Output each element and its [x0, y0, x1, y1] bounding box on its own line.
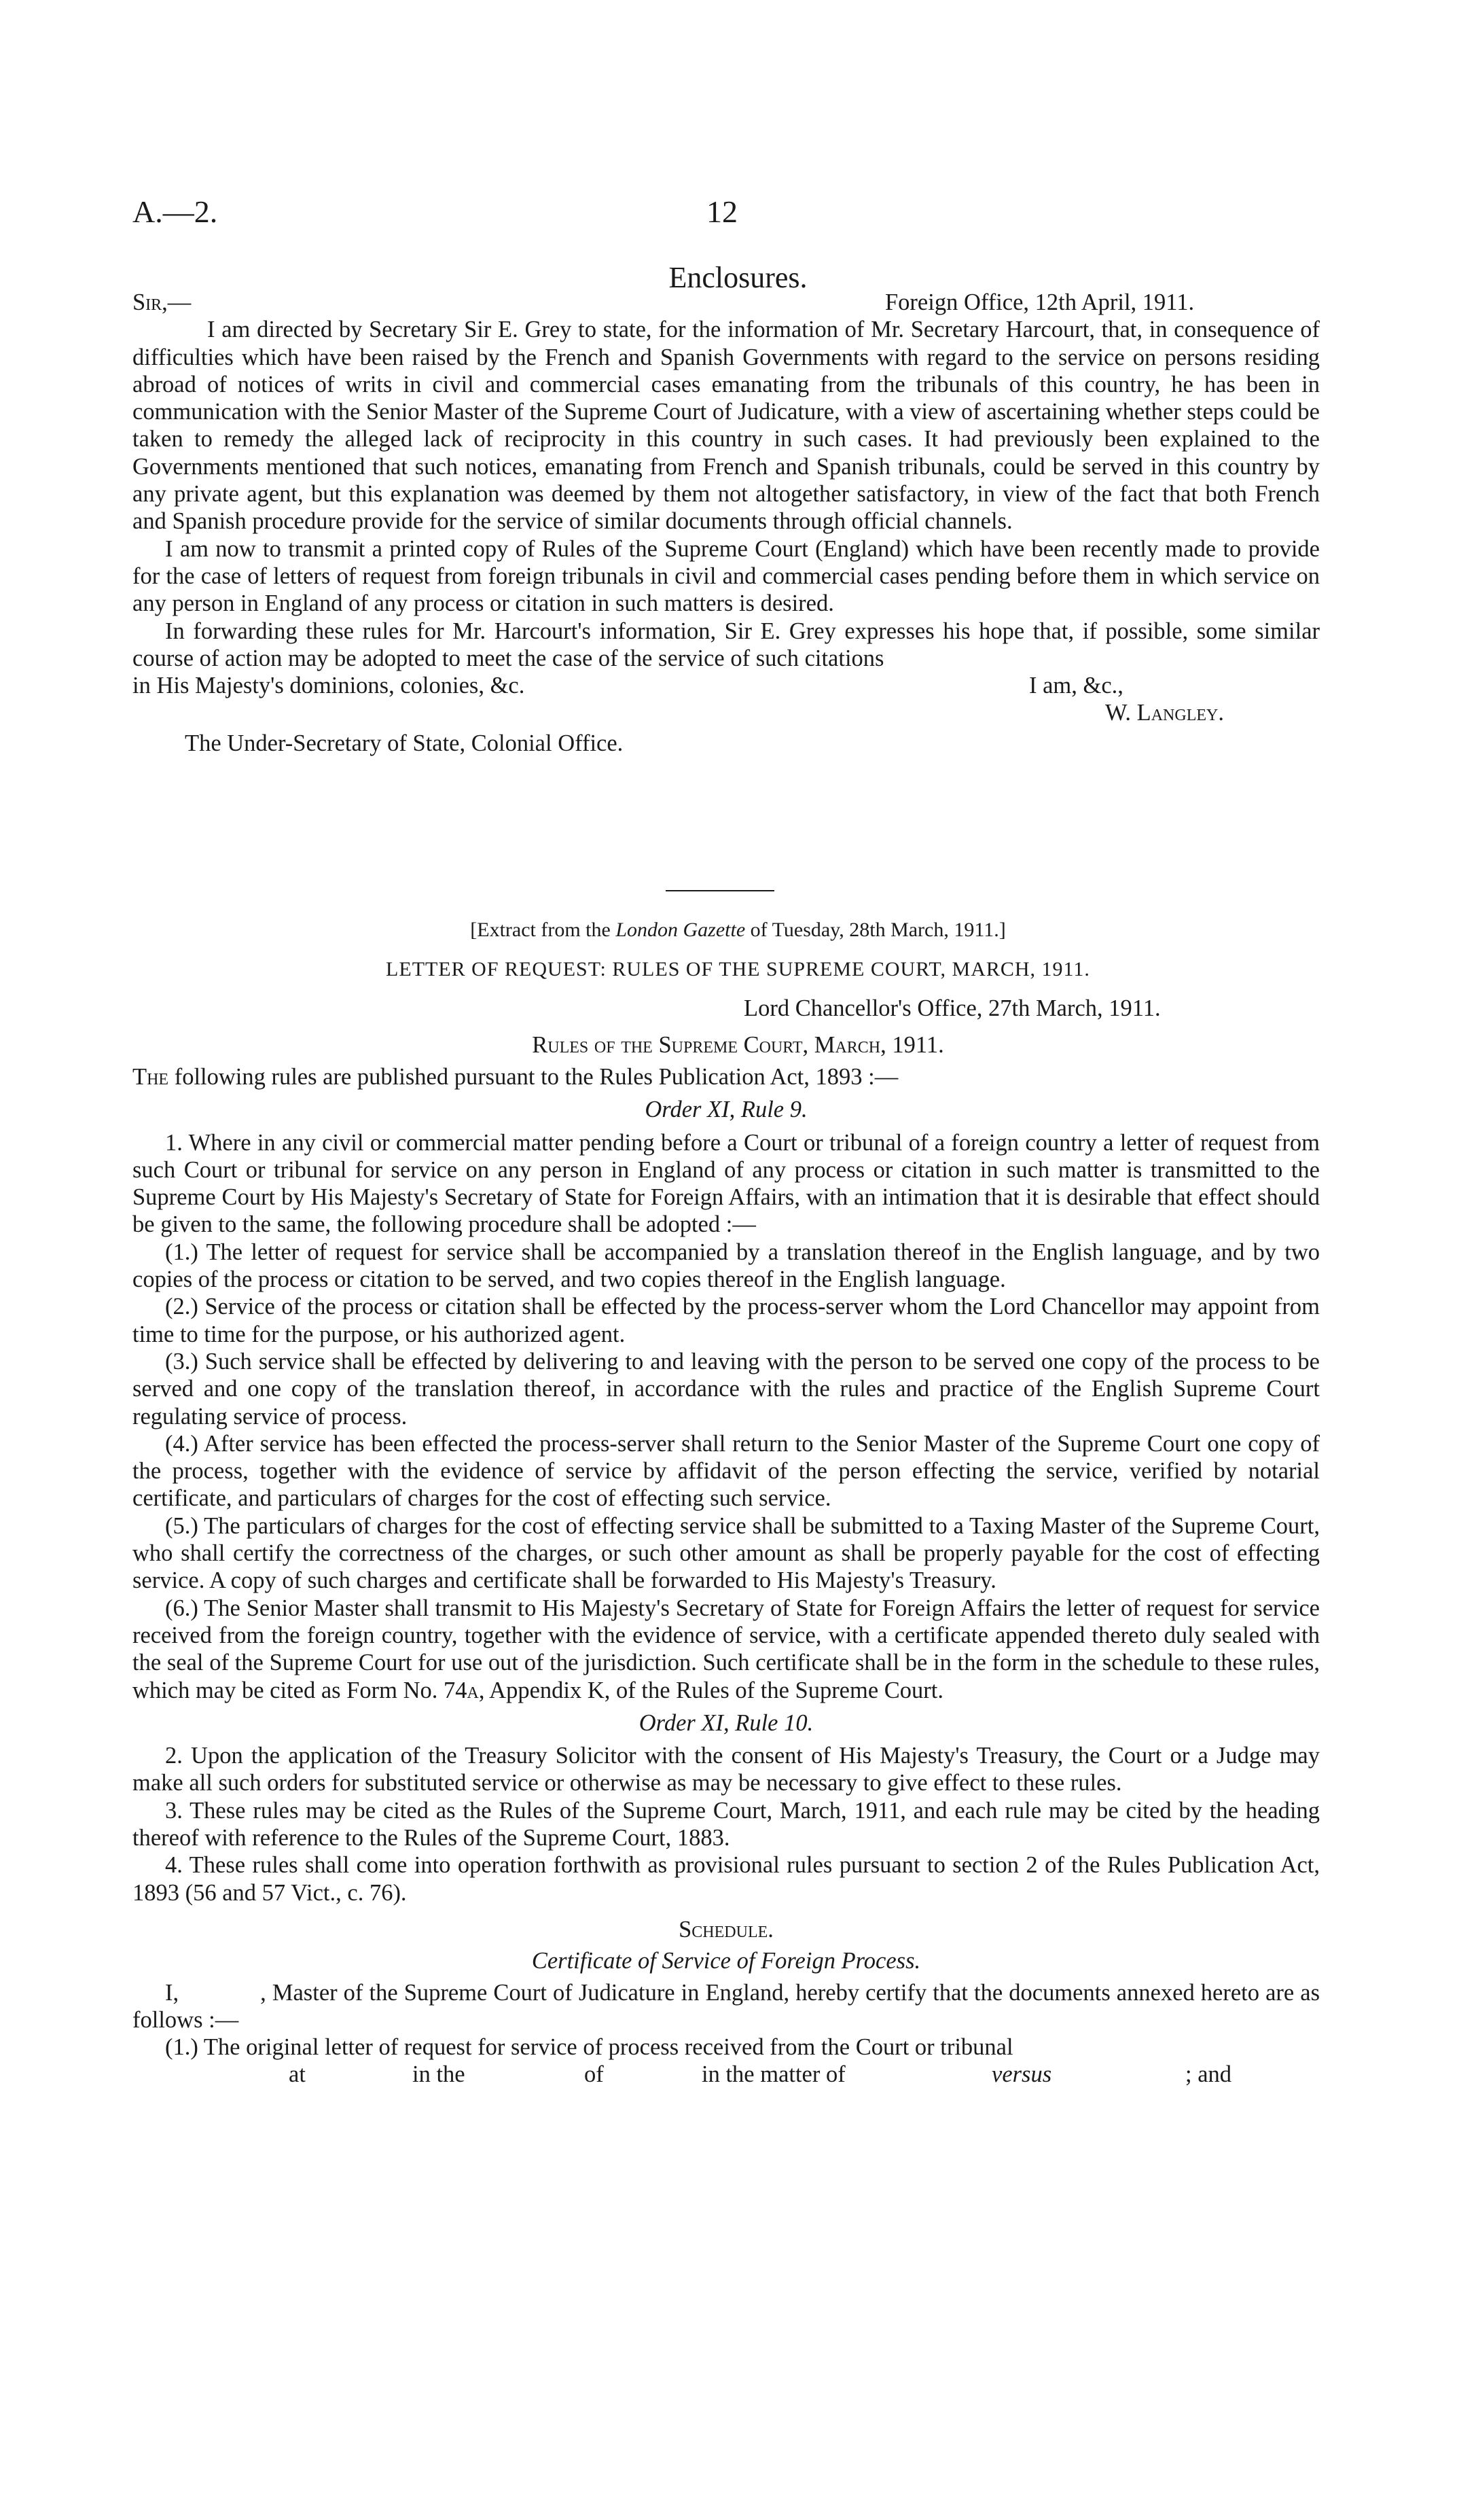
rules-heading: Rules of the Supreme Court, March, 1911. — [532, 1032, 944, 1058]
letter-paragraph-2: I am now to transmit a printed copy of Rules of the Supreme Court (England) which have been recently made to provide for the case of letters of request from foreign tribunals in civil and commercial cases pending before them in which service on any person in England of any process or citation in such matters is desired. — [132, 535, 1320, 617]
letter-closing: I am, &c., — [1029, 673, 1123, 699]
page-number: 12 — [706, 194, 738, 229]
dateline: Foreign Office, 12th April, 1911. — [885, 289, 1195, 315]
rule-1-sub-5: (5.) The particulars of charges for the cost of effecting service shall be submitted to a Taxing Master of the Supreme Court, who shall certify the correctness of the charges, or such other amount as shall be properly payable for the cost of effecting service. A copy of such charges and certificate shall be forwarded to His Majesty's Treasury. — [132, 1512, 1320, 1594]
certificate-statement — [132, 1979, 1320, 2034]
rule-1-sub-6 — [132, 1595, 1320, 1704]
blank-at: at — [289, 2061, 306, 2088]
rule-1-sub-4: (4.) After service has been effected the process-server shall return to the Senior Master of the Supreme Court one copy of the process, together with the evidence of service by affidavit of the person effecting the service, verified by notarial certificate, and particulars of charges for the cost of effecting such service. — [132, 1430, 1320, 1512]
addressee-row — [132, 730, 1320, 757]
letter-of-request-title: LETTER OF REQUEST: RULES OF THE SUPREME COURT, MARCH, 1911. — [386, 958, 1090, 980]
order-xi-rule-10-heading: Order XI, Rule 10. — [638, 1709, 814, 1736]
certificate-item-1-blanks — [132, 2061, 1320, 2088]
rule-4: 4. These rules shall come into operation forthwith as provisional rules pursuant to section 2 of the Rules Publication Act, 1893 (56 and 57 Vict., c. 76). — [132, 1852, 1320, 1906]
blank-versus: versus — [992, 2061, 1052, 2088]
rule-1-sub-6-text: (6.) The Senior Master shall transmit to His Majesty's Secretary of State for Foreign Affairs the letter of request for service received from the foreign country, together with the evidence of service, with a certificate appended thereto duly sealed with the seal of the Supreme Court for use out of the jurisdiction. Such certificate shall be in the form in the schedule to these rules, which may be cited as Form No. 74 — [132, 1595, 1320, 1703]
certificate-text: , Master of the Supreme Court of Judicature in England, hereby certify that the documents annexed hereto are as follows :— — [132, 1979, 1320, 2033]
form-letter: a — [467, 1677, 479, 1703]
blank-in-the-matter-of: in the matter of — [702, 2061, 846, 2088]
rule-3: 3. These rules may be cited as the Rules of the Supreme Court, March, 1911, and each rule may be cited by the heading thereof with reference to the Rules of the Supreme Court, 1883. — [132, 1797, 1320, 1851]
enclosures-title: Enclosures. — [668, 261, 808, 294]
letter-signature: W. Langley. — [1105, 700, 1224, 726]
salutation-row — [132, 289, 1320, 316]
rule-1-sub-1: (1.) The letter of request for service shall be accompanied by a translation thereof in the English language, and by two copies of the process or citation to be served, and two copies thereof in the English language. — [132, 1239, 1320, 1293]
order-xi-rule-9-heading: Order XI, Rule 9. — [645, 1097, 808, 1123]
rules-intro-rest: following rules are published pursuant to the Rules Publication Act, 1893 :— — [168, 1064, 899, 1090]
blank-of: of — [584, 2061, 604, 2088]
rules-body — [132, 1063, 1320, 2089]
rule-1-sub-6-end: , Appendix K, of the Rules of the Supreme Court. — [478, 1677, 943, 1703]
blank-and: ; and — [1185, 2061, 1232, 2088]
gazette-extract-note — [0, 919, 1476, 942]
certificate-title: Certificate of Service of Foreign Process. — [531, 1948, 921, 1974]
extract-prefix: [Extract from the — [470, 919, 616, 941]
rule-1-sub-2: (2.) Service of the process or citation shall be effected by the process-server whom the Lord Chancellor may appoint from time to time for the purpose, or his authorized agent. — [132, 1294, 1320, 1347]
certificate-item-1: (1.) The original letter of request for service of process received from the Court or tribunal — [165, 2034, 1013, 2061]
letter-block — [132, 289, 1320, 757]
signature-row — [132, 699, 1320, 726]
certificate-i: I, — [165, 1979, 179, 2006]
blank-in-the: in the — [412, 2061, 465, 2088]
document-reference: A.—2. — [132, 194, 218, 229]
letter-paragraph-3-end: in His Majesty's dominions, colonies, &c. — [132, 673, 525, 699]
section-divider — [666, 890, 774, 891]
extract-suffix: of Tuesday, 28th March, 1911.] — [745, 919, 1006, 941]
closing-row — [132, 672, 1320, 699]
rules-intro — [132, 1063, 1320, 1090]
rule-1-sub-3: (3.) Such service shall be effected by delivering to and leaving with the person to be served one copy of the process to be served and one copy of the translation thereof, in accordance with the rules and practice of the English Supreme Court regulating service of process. — [132, 1348, 1320, 1430]
letter-addressee: The Under-Secretary of State, Colonial Office. — [185, 730, 624, 756]
rule-1: 1. Where in any civil or commercial matter pending before a Court or tribunal of a foreign country a letter of request from such Court or tribunal for service on any person in England of any process or citation in such matter is transmitted to the Supreme Court by His Majesty's Secretary of State for Foreign Affairs, with an intimation that it is desirable that effect should be given to the same, the following procedure shall be adopted :— — [132, 1129, 1320, 1238]
lord-chancellor-office-date: Lord Chancellor's Office, 27th March, 1911. — [744, 995, 1161, 1021]
rule-2: 2. Upon the application of the Treasury Solicitor with the consent of His Majesty's Treasury, the Court or a Judge may make all such orders for substituted service or otherwise as may be necessary to give effect to these rules. — [132, 1743, 1320, 1796]
letter-paragraph-1: I am directed by Secretary Sir E. Grey to state, for the information of Mr. Secretary Harcourt, that, in consequence of difficulties which have been raised by the French and Spanish Governments with regard to the service on persons residing abroad of notices of writs in civil and commercial cases emanating from the tribunals of this country, he has been in communication with the Senior Master of the Supreme Court of Judicature, with a view of ascertaining whether steps could be taken to remedy the alleged lack of reciprocity in this country in such cases. It had previously been explained to the Governments mentioned that such notices, emanating from French and Spanish tribunals, could be served in this country by any private agent, but this explanation was deemed by them not altogether satisfactory, in view of the fact that both French and Spanish procedure provide for the service of similar documents through official channels. — [132, 317, 1320, 535]
schedule-heading: Schedule. — [679, 1916, 774, 1942]
rules-intro-first-word: The — [132, 1064, 169, 1090]
letter-paragraph-3: In forwarding these rules for Mr. Harcourt's information, Sir E. Grey expresses his hope that, if possible, some similar course of action may be adopted to meet the case of the service of such citations — [132, 618, 1320, 671]
salutation: Sir,— — [132, 289, 192, 315]
gazette-name: London Gazette — [615, 919, 746, 941]
